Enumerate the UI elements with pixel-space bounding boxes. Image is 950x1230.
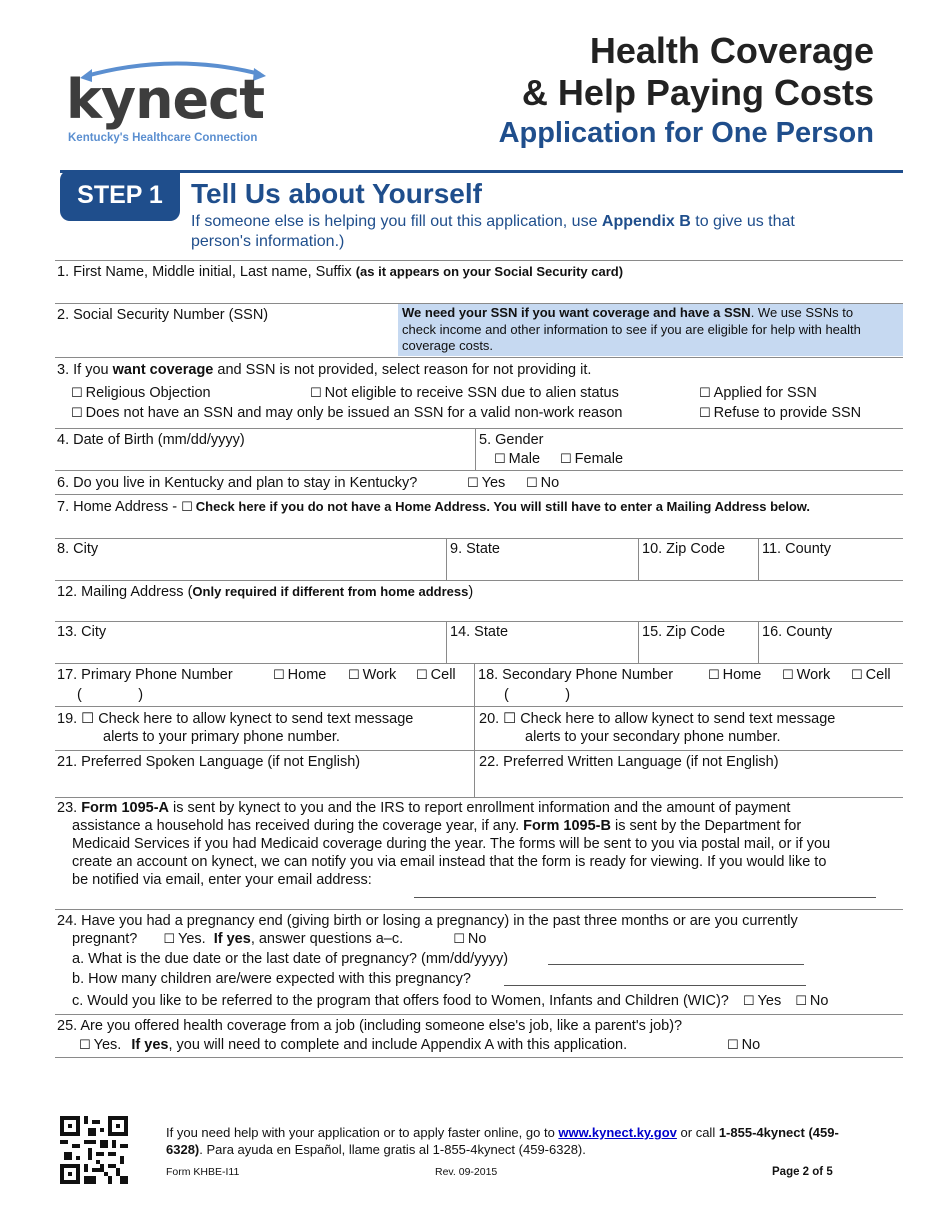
primary-phone-field[interactable]: ( ) bbox=[77, 687, 144, 703]
q2-label: 2. Social Security Number (SSN) bbox=[57, 307, 269, 323]
q25-line2: ☐ Yes. If yes, you will need to complete and include Appendix A with this application. bbox=[79, 1037, 628, 1053]
q24a-label: a. What is the due date or the last date of pregnancy? (mm/dd/yyyy) bbox=[72, 951, 509, 967]
ssn-info-box: We need your SSN if you want coverage and have a SSN. We use SSNs to check income and other information to see if you are eligible for help with health coverage costs. bbox=[398, 304, 903, 356]
checkbox-icon: ☐ bbox=[71, 386, 83, 401]
wic-yes-option[interactable]: ☐ Yes bbox=[742, 993, 782, 1009]
checkbox-icon: ☐ bbox=[526, 476, 538, 491]
checkbox-icon: ☐ bbox=[560, 452, 572, 467]
q24-line2: pregnant? ☐ Yes. If yes, answer questions a–c. ☐ No bbox=[72, 931, 487, 947]
checkbox-icon: ☐ bbox=[163, 932, 175, 947]
checkbox-icon: ☐ bbox=[310, 386, 322, 401]
secondary-phone-field[interactable]: ( ) bbox=[504, 687, 571, 703]
due-date-field[interactable] bbox=[548, 964, 804, 965]
checkbox-icon: ☐ bbox=[416, 668, 428, 683]
q22-label: 22. Preferred Written Language (if not English) bbox=[479, 754, 779, 770]
q6-label: 6. Do you live in Kentucky and plan to stay in Kentucky? bbox=[57, 475, 418, 491]
checkbox-icon: ☐ bbox=[453, 932, 465, 947]
qr-code-icon bbox=[60, 1116, 128, 1184]
header-title-line1: Health Coverage bbox=[589, 30, 874, 71]
no-home-address-checkbox[interactable]: ☐ bbox=[181, 500, 193, 515]
step-badge: STEP 1 bbox=[60, 170, 180, 221]
q3-option-applied[interactable]: ☐ Applied for SSN bbox=[699, 385, 817, 401]
checkbox-icon: ☐ bbox=[699, 386, 711, 401]
checkbox-icon: ☐ bbox=[348, 668, 360, 683]
checkbox-icon: ☐ bbox=[727, 1038, 739, 1053]
home-address-field[interactable] bbox=[56, 516, 902, 537]
revision: Rev. 09-2015 bbox=[435, 1166, 498, 1178]
header-subtitle: Application for One Person bbox=[498, 117, 874, 149]
q6-yes-option[interactable]: ☐ Yes bbox=[467, 475, 506, 491]
county-label: 11. County bbox=[762, 541, 832, 557]
gender-female-option[interactable]: ☐ Female bbox=[560, 451, 624, 467]
gender-male-option[interactable]: ☐ Male bbox=[494, 451, 541, 467]
checkbox-icon: ☐ bbox=[467, 476, 479, 491]
header-rule bbox=[60, 170, 903, 173]
checkbox-icon: ☐ bbox=[708, 668, 720, 683]
q4-label: 4. Date of Birth (mm/dd/yyyy) bbox=[57, 432, 245, 448]
checkbox-icon: ☐ bbox=[782, 668, 794, 683]
zip-label: 10. Zip Code bbox=[642, 541, 726, 557]
q3-option-refuse[interactable]: ☐ Refuse to provide SSN bbox=[699, 405, 862, 421]
q20-text-alert-secondary[interactable]: 20. ☐ Check here to allow kynect to send text message alerts to your secondary phone number. bbox=[479, 711, 836, 745]
footer-help-text: If you need help with your application or to apply faster online, go to www.kynect.ky.gov or call 1-855-4kynect (459- 6328). Para ayuda en Español, llame gratis al 1-855-4kynect (459-6328). bbox=[166, 1125, 839, 1157]
q3-label: 3. If you want coverage and SSN is not provided, select reason for not providing it. bbox=[57, 362, 592, 378]
checkbox-icon: ☐ bbox=[795, 994, 807, 1009]
checkbox-icon: ☐ bbox=[699, 406, 711, 421]
checkbox-icon: ☐ bbox=[851, 668, 863, 683]
q3-option-no-ssn[interactable]: ☐ Does not have an SSN and may only be issued an SSN for a valid non-work reason bbox=[71, 405, 623, 421]
q3-option-not-eligible[interactable]: ☐ Not eligible to receive SSN due to alien status bbox=[310, 385, 619, 401]
q24-question: 24. Have you had a pregnancy end (giving birth or losing a pregnancy) in the past three months or are you currently bbox=[57, 913, 798, 929]
q5-label: 5. Gender bbox=[479, 432, 544, 448]
secondary-home-option[interactable]: ☐ Home bbox=[708, 667, 762, 683]
kynect-logo bbox=[60, 50, 280, 150]
q12-label: 12. Mailing Address (Only required if different from home address) bbox=[57, 584, 474, 600]
q19-text-alert-primary[interactable]: 19. ☐ Check here to allow kynect to send text message alerts to your primary phone number. bbox=[57, 711, 414, 745]
secondary-cell-option[interactable]: ☐ Cell bbox=[851, 667, 891, 683]
q7-label: 7. Home Address - ☐ Check here if you do not have a Home Address. You will still have to enter a Mailing Address below. bbox=[57, 499, 811, 515]
primary-cell-option[interactable]: ☐ Cell bbox=[416, 667, 456, 683]
primary-home-option[interactable]: ☐ Home bbox=[273, 667, 327, 683]
q24c-label: c. Would you like to be referred to the program that offers food to Women, Infants and Children (WIC)? ☐ Yes ☐ No bbox=[72, 993, 829, 1009]
q24b-label: b. How many children are/were expected with this pregnancy? bbox=[72, 971, 471, 987]
children-count-field[interactable] bbox=[504, 985, 806, 986]
written-language-field[interactable] bbox=[476, 772, 902, 796]
mailing-county-label: 16. County bbox=[762, 624, 833, 640]
q24-yes-option[interactable]: ☐ Yes. bbox=[163, 931, 206, 947]
mailing-address-field[interactable] bbox=[56, 602, 902, 620]
wic-no-option[interactable]: ☐ No bbox=[795, 993, 829, 1009]
logo-wordmark: kynect bbox=[66, 68, 265, 131]
q21-label: 21. Preferred Spoken Language (if not English) bbox=[57, 754, 361, 770]
checkbox-icon: ☐ bbox=[79, 1038, 91, 1053]
q3-option-religious[interactable]: ☐ Religious Objection bbox=[71, 385, 211, 401]
state-label: 9. State bbox=[450, 541, 500, 557]
q18-label: 18. Secondary Phone Number bbox=[478, 667, 674, 683]
checkbox-icon: ☐ bbox=[71, 406, 83, 421]
q24-no-option[interactable]: ☐ No bbox=[453, 931, 487, 947]
kynect-website-link[interactable]: www.kynect.ky.gov bbox=[558, 1125, 677, 1140]
spoken-language-field[interactable] bbox=[56, 772, 472, 796]
name-field[interactable] bbox=[56, 282, 902, 302]
q6-no-option[interactable]: ☐ No bbox=[526, 475, 560, 491]
city-label: 8. City bbox=[57, 541, 99, 557]
mailing-state-label: 14. State bbox=[450, 624, 509, 640]
q25-yes-option[interactable]: ☐ Yes. bbox=[79, 1037, 122, 1053]
q23-text: 23. Form 1095-A is sent by kynect to you and the IRS to report enrollment information and the amount of payment assistance a household has received during the coverage year, if any. Form 1095-B is sent by the Department for Medicaid Services if you had Medicaid coverage during the year. The forms will be sent to you via postal mail, or if you create an account on kynect, we can notify you via email instead that the form is ready for viewing. If you would like to be notified via email, enter your email address: bbox=[57, 800, 831, 888]
step-intro: If someone else is helping you fill out this application, use Appendix B to give us that person's information.) bbox=[191, 213, 795, 250]
q25-no-option[interactable]: ☐ No bbox=[727, 1037, 761, 1053]
email-field[interactable] bbox=[414, 897, 876, 898]
mailing-city-label: 13. City bbox=[57, 624, 107, 640]
form-id: Form KHBE-I11 bbox=[166, 1166, 240, 1178]
primary-work-option[interactable]: ☐ Work bbox=[348, 667, 397, 683]
checkbox-icon: ☐ bbox=[494, 452, 506, 467]
dob-field[interactable] bbox=[56, 450, 474, 469]
checkbox-icon: ☐ bbox=[742, 994, 755, 1009]
page-number: Page 2 of 5 bbox=[772, 1166, 833, 1178]
logo-tagline: Kentucky's Healthcare Connection bbox=[68, 132, 258, 144]
ssn-field[interactable] bbox=[56, 326, 396, 356]
q1-label: 1. First Name, Middle initial, Last name, Suffix (as it appears on your Social Security card) bbox=[57, 264, 624, 280]
mailing-zip-label: 15. Zip Code bbox=[642, 624, 726, 640]
secondary-work-option[interactable]: ☐ Work bbox=[782, 667, 831, 683]
q25-question: 25. Are you offered health coverage from a job (including someone else's job, like a parent's job)? bbox=[57, 1018, 683, 1034]
checkbox-icon: ☐ bbox=[273, 668, 285, 683]
step-title: Tell Us about Yourself bbox=[191, 178, 482, 209]
header-title-line2: & Help Paying Costs bbox=[521, 72, 874, 113]
q17-label: 17. Primary Phone Number bbox=[57, 667, 233, 683]
